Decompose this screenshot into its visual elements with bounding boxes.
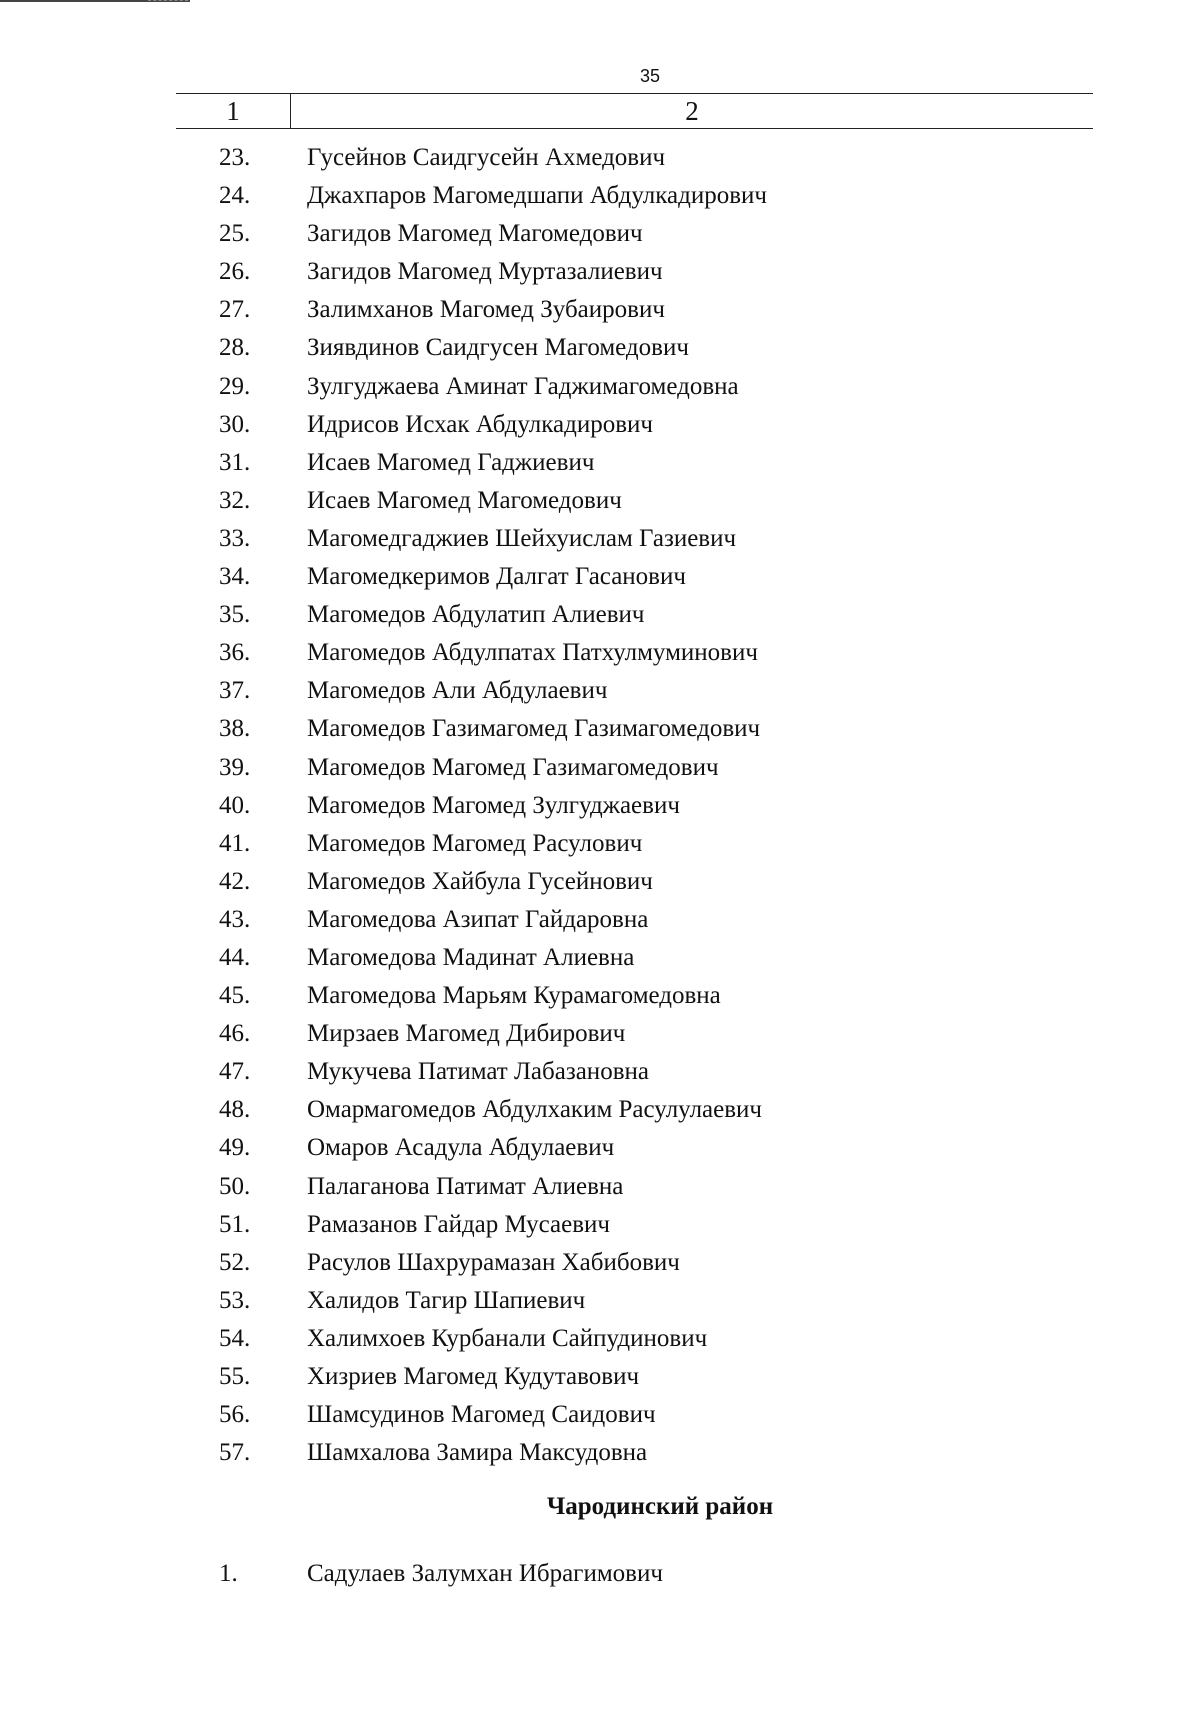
list-item-name: Шамхалова Замира Максудовна (307, 1439, 648, 1467)
list-item-number: 50. (219, 1172, 251, 1200)
list-item (0, 710, 1200, 748)
list-item-number: 37. (219, 677, 251, 705)
list-item (0, 1358, 1200, 1396)
list-item-number: 38. (219, 715, 251, 743)
list-item (0, 1053, 1200, 1091)
list-item-number: 29. (219, 372, 251, 400)
list-item-number: 1. (219, 1560, 238, 1587)
list-item (0, 1244, 1200, 1282)
list-item (0, 1168, 1200, 1206)
list-item-name: Залимханов Магомед Зубаирович (307, 296, 665, 324)
list-item (0, 787, 1200, 825)
list-item-name: Магомедов Абдулпатах Патхулмуминович (307, 639, 758, 667)
table-top-rule (176, 93, 1093, 94)
list-item-number: 27. (219, 296, 251, 324)
list-item-number: 26. (219, 258, 251, 286)
list-item-number: 53. (219, 1286, 251, 1314)
list-item-name: Магомедгаджиев Шейхуислам Газиевич (307, 524, 737, 552)
list-item (0, 291, 1200, 329)
list-item (0, 1282, 1200, 1320)
list-item-name: Магомедкеримов Далгат Гасанович (307, 563, 686, 591)
list-item (0, 1015, 1200, 1053)
list-item (0, 939, 1200, 977)
list-item-number: 54. (219, 1324, 251, 1352)
list-item-number: 30. (219, 410, 251, 438)
list-item-name: Магомедов Али Абдулаевич (307, 677, 608, 705)
list-item (0, 1129, 1200, 1167)
list-item (0, 177, 1200, 215)
section-title: Чародинский район (546, 1493, 774, 1520)
list-item-name: Зиявдинов Саидгусен Магомедович (307, 334, 689, 362)
list-item-name: Магомедов Магомед Зулгуджаевич (307, 791, 680, 819)
list-item (0, 1091, 1200, 1129)
list-item (0, 1320, 1200, 1358)
list-item-name: Магомедов Абдулатип Алиевич (307, 601, 645, 629)
list-item (0, 825, 1200, 863)
list-item-number: 25. (219, 220, 251, 248)
list-item-number: 33. (219, 524, 251, 552)
list-item-number: 48. (219, 1096, 251, 1124)
list-item (0, 139, 1200, 177)
list-item-number: 28. (219, 334, 251, 362)
list-item-name: Мукучева Патимат Лабазановна (307, 1058, 649, 1086)
list-item-number: 35. (219, 601, 251, 629)
list-item-name: Омаров Асадула Абдулаевич (307, 1134, 615, 1162)
list-item (0, 634, 1200, 672)
list-item-name: Рамазанов Гайдар Мусаевич (307, 1210, 610, 1238)
list-item-number: 47. (219, 1058, 251, 1086)
table-column-divider (290, 93, 291, 128)
list-item-number: 57. (219, 1439, 251, 1467)
list-item-number: 49. (219, 1134, 251, 1162)
list-item-name: Исаев Магомед Гаджиевич (307, 448, 595, 476)
list-item-number: 23. (219, 144, 251, 171)
list-item (0, 520, 1200, 558)
list-item-name: Магомедов Газимагомед Газимагомедович (307, 715, 761, 743)
list-item-name: Халимхоев Курбанали Сайпудинович (307, 1324, 708, 1352)
list-item-name: Магомедова Марьям Курамагомедовна (307, 982, 721, 1010)
list-item-name: Расулов Шахрурамазан Хабибович (307, 1248, 680, 1276)
list-item-name: Идрисов Исхак Абдулкадирович (307, 410, 653, 438)
list-item-number: 40. (219, 791, 251, 819)
list-item-number: 51. (219, 1210, 251, 1238)
table-header-bottom-rule (176, 128, 1093, 129)
list-item-name: Магомедова Азипат Гайдаровна (307, 905, 649, 933)
list-item-name: Халидов Тагир Шапиевич (307, 1286, 586, 1314)
list-item (0, 1434, 1200, 1472)
list-item (0, 596, 1200, 634)
table-header-col2: 2 (685, 96, 699, 126)
list-item-name: Зулгуджаева Аминат Гаджимагомедовна (307, 372, 739, 400)
list-item (0, 368, 1200, 406)
list-item-name: Магомедов Хайбула Гусейнович (307, 867, 653, 895)
list-item-number: 34. (219, 563, 251, 591)
list-item (0, 329, 1200, 367)
list-item (0, 215, 1200, 253)
list-item-number: 32. (219, 486, 251, 514)
list-item-number: 44. (219, 943, 251, 971)
list-item-name: Шамсудинов Магомед Саидович (307, 1401, 656, 1429)
list-item-number: 55. (219, 1363, 251, 1390)
list-item-number: 31. (219, 448, 251, 476)
list-item-name: Джахпаров Магомедшапи Абдулкадирович (307, 182, 767, 210)
list-item-name: Гусейнов Саидгусейн Ахмедович (307, 144, 666, 171)
list-item (0, 863, 1200, 901)
list-item (0, 406, 1200, 444)
list-item (0, 1555, 1200, 1593)
list-item (0, 1206, 1200, 1244)
list-item-name: Магомедов Магомед Газимагомедович (307, 753, 719, 781)
list-item-number: 39. (219, 753, 251, 781)
list-item-name: Садулаев Залумхан Ибрагимович (307, 1560, 663, 1587)
list-item-name: Хизриев Магомед Кудутавович (307, 1363, 640, 1390)
list-item-name: Палаганова Патимат Алиевна (307, 1172, 624, 1200)
section-name-list (0, 1555, 1200, 1593)
list-item-number: 42. (219, 867, 251, 895)
list-item (0, 253, 1200, 291)
list-item-name: Омармагомедов Абдулхаким Расулулаевич (307, 1096, 762, 1124)
list-item-name: Загидов Магомед Муртазалиевич (307, 258, 663, 286)
list-item-number: 45. (219, 982, 251, 1010)
list-item (0, 749, 1200, 787)
list-item-number: 36. (219, 639, 251, 667)
list-item-name: Мирзаев Магомед Дибирович (307, 1020, 626, 1048)
page-number: 35 (639, 66, 661, 86)
list-item (0, 482, 1200, 520)
list-item-number: 52. (219, 1248, 251, 1276)
list-item-name: Магомедова Мадинат Алиевна (307, 943, 635, 971)
list-item-number: 46. (219, 1020, 251, 1048)
name-list (0, 139, 1200, 1472)
list-item-number: 24. (219, 182, 251, 210)
list-item-number: 56. (219, 1401, 251, 1429)
scan-edge-dash (148, 0, 188, 1)
list-item (0, 444, 1200, 482)
list-item (0, 901, 1200, 939)
list-item-number: 43. (219, 905, 251, 933)
list-item (0, 672, 1200, 710)
list-item (0, 558, 1200, 596)
table-header-col1: 1 (226, 96, 240, 126)
list-item-number: 41. (219, 829, 251, 857)
list-item (0, 1396, 1200, 1434)
list-item-name: Загидов Магомед Магомедович (307, 220, 643, 248)
list-item-name: Исаев Магомед Магомедович (307, 486, 622, 514)
list-item-name: Магомедов Магомед Расулович (307, 829, 643, 857)
list-item (0, 977, 1200, 1015)
